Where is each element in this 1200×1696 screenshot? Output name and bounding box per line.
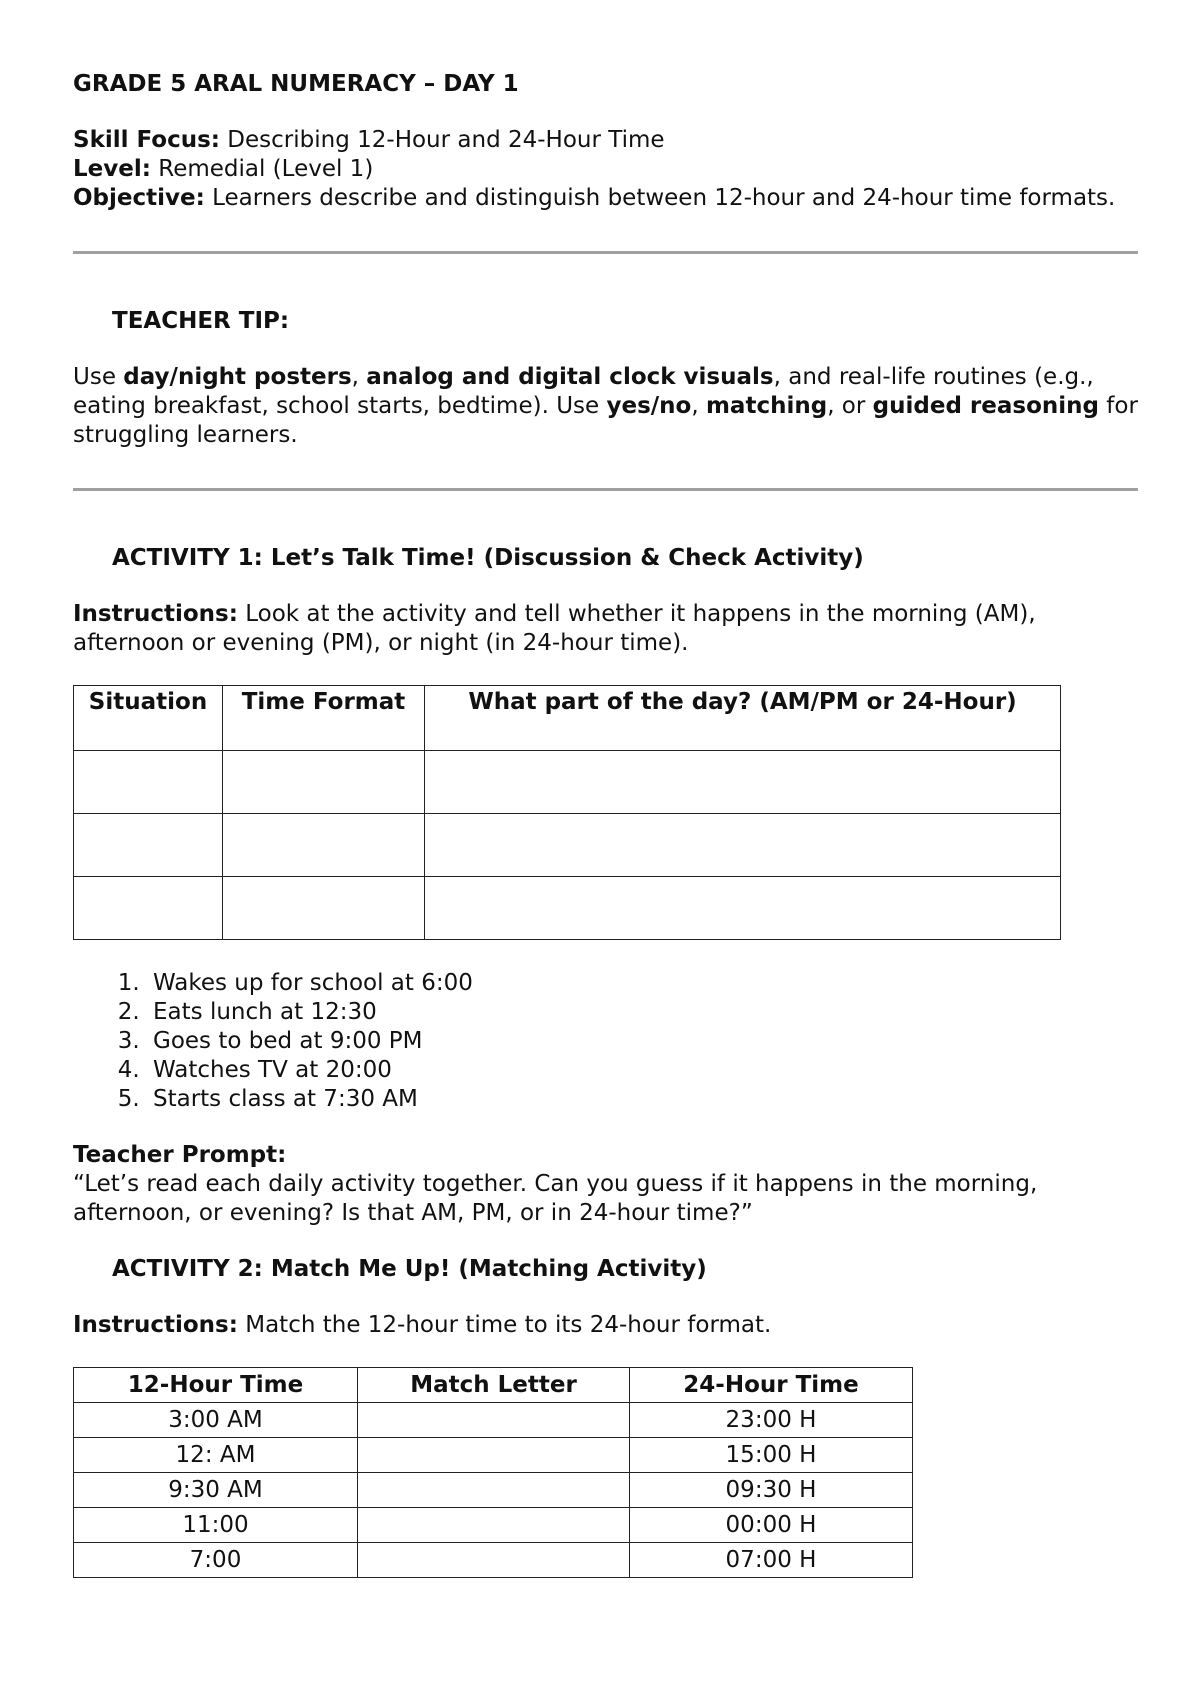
- column-header-part-of-day: What part of the day? (AM/PM or 24-Hour): [425, 686, 1061, 751]
- activity-2-heading: ACTIVITY 2: Match Me Up! (Matching Activity): [112, 1256, 707, 1282]
- match-letter-cell[interactable]: [358, 1403, 630, 1438]
- divider: [73, 251, 1138, 254]
- tip-text-2: ,: [351, 364, 367, 390]
- tip-text-3: , and real-life routines (e.g., eating breakfast, school starts, bedtime). Use: [73, 364, 1094, 419]
- column-header-time-format: Time Format: [223, 686, 425, 751]
- answer-cell[interactable]: [425, 751, 1061, 814]
- twelve-hour-cell: 12: AM: [74, 1438, 358, 1473]
- list-item: 1. Wakes up for school at 6:00: [147, 969, 1138, 998]
- twelve-hour-cell: 3:00 AM: [74, 1403, 358, 1438]
- table-header-row: [74, 686, 1061, 751]
- activity-1-heading: ACTIVITY 1: Let’s Talk Time! (Discussion & Check Activity): [112, 545, 864, 571]
- table-header-row: [74, 1368, 913, 1403]
- column-header-24-hour: 24-Hour Time: [630, 1368, 913, 1403]
- twenty-four-hour-cell: 15:00 H: [630, 1438, 913, 1473]
- teacher-tip-text: [73, 363, 1138, 450]
- answer-cell[interactable]: [74, 877, 223, 940]
- table-row: [74, 751, 1061, 814]
- list-item: 4. Watches TV at 20:00: [147, 1056, 1138, 1085]
- level-line: [73, 155, 1138, 184]
- tip-text-5: , or: [827, 393, 873, 419]
- skill-focus-label: Skill Focus:: [73, 127, 220, 153]
- activity-1-instructions: [73, 600, 1138, 658]
- tip-bold-1: day/night posters: [123, 364, 352, 390]
- activity-2-instructions: [73, 1311, 1138, 1340]
- column-header-12-hour: 12-Hour Time: [74, 1368, 358, 1403]
- match-letter-cell[interactable]: [358, 1438, 630, 1473]
- match-letter-cell[interactable]: [358, 1473, 630, 1508]
- divider: [73, 488, 1138, 491]
- skill-focus-line: [73, 126, 1138, 155]
- instructions-text: Look at the activity and tell whether it happens in the morning (AM), afternoon or evening (PM), or night (in 24-hour time).: [73, 601, 1036, 656]
- level-value: Remedial (Level 1): [150, 156, 374, 182]
- answer-cell[interactable]: [74, 751, 223, 814]
- twelve-hour-cell: 11:00: [74, 1508, 358, 1543]
- twelve-hour-cell: 9:30 AM: [74, 1473, 358, 1508]
- teacher-prompt-label: Teacher Prompt:: [73, 1142, 287, 1168]
- twenty-four-hour-cell: 23:00 H: [630, 1403, 913, 1438]
- objective-label: Objective:: [73, 185, 205, 211]
- tip-text-4: ,: [691, 393, 706, 419]
- column-header-match-letter: Match Letter: [358, 1368, 630, 1403]
- activity-1-table: [73, 685, 1061, 940]
- table-row: [74, 877, 1061, 940]
- objective-value: Learners describe and distinguish between 12-hour and 24-hour time formats.: [204, 185, 1116, 211]
- activity-2-table: [73, 1367, 913, 1578]
- answer-cell[interactable]: [425, 877, 1061, 940]
- column-header-situation: Situation: [74, 686, 223, 751]
- twelve-hour-cell: 7:00: [74, 1543, 358, 1578]
- teacher-prompt-text: “Let’s read each daily activity together. Can you guess if it happens in the morning, afternoon, or evening? Is that AM, PM, or in 24-hour time?”: [73, 1171, 1038, 1226]
- twenty-four-hour-cell: 07:00 H: [630, 1543, 913, 1578]
- list-item: 5. Starts class at 7:30 AM: [147, 1085, 1138, 1114]
- list-item: 2. Eats lunch at 12:30: [147, 998, 1138, 1027]
- tip-bold-5: guided reasoning: [872, 393, 1099, 419]
- instructions-text: Match the 12-hour time to its 24-hour format.: [237, 1312, 772, 1338]
- tip-bold-3: yes/no: [606, 393, 692, 419]
- twenty-four-hour-cell: 00:00 H: [630, 1508, 913, 1543]
- twenty-four-hour-cell: 09:30 H: [630, 1473, 913, 1508]
- page-title: GRADE 5 ARAL NUMERACY – DAY 1: [73, 71, 519, 97]
- table-row: [74, 1403, 913, 1438]
- answer-cell[interactable]: [223, 877, 425, 940]
- list-item: 3. Goes to bed at 9:00 PM: [147, 1027, 1138, 1056]
- table-row: [74, 1473, 913, 1508]
- worksheet-page: [73, 70, 1138, 1578]
- instructions-label: Instructions:: [73, 1312, 238, 1338]
- table-row: [74, 814, 1061, 877]
- tip-text-6: for struggling learners.: [73, 393, 1138, 448]
- match-letter-cell[interactable]: [358, 1508, 630, 1543]
- table-row: [74, 1543, 913, 1578]
- tip-text-1: Use: [73, 364, 124, 390]
- tip-bold-2: analog and digital clock visuals: [366, 364, 774, 390]
- table-row: [74, 1508, 913, 1543]
- tip-bold-4: matching: [705, 393, 828, 419]
- answer-cell[interactable]: [74, 814, 223, 877]
- answer-cell[interactable]: [425, 814, 1061, 877]
- objective-line: [73, 184, 1138, 213]
- teacher-tip-heading: TEACHER TIP:: [112, 308, 290, 334]
- answer-cell[interactable]: [223, 814, 425, 877]
- skill-focus-value: Describing 12-Hour and 24-Hour Time: [220, 127, 665, 153]
- table-row: [74, 1438, 913, 1473]
- situation-list: [73, 969, 1138, 1114]
- level-label: Level:: [73, 156, 151, 182]
- answer-cell[interactable]: [223, 751, 425, 814]
- instructions-label: Instructions:: [73, 601, 238, 627]
- match-letter-cell[interactable]: [358, 1543, 630, 1578]
